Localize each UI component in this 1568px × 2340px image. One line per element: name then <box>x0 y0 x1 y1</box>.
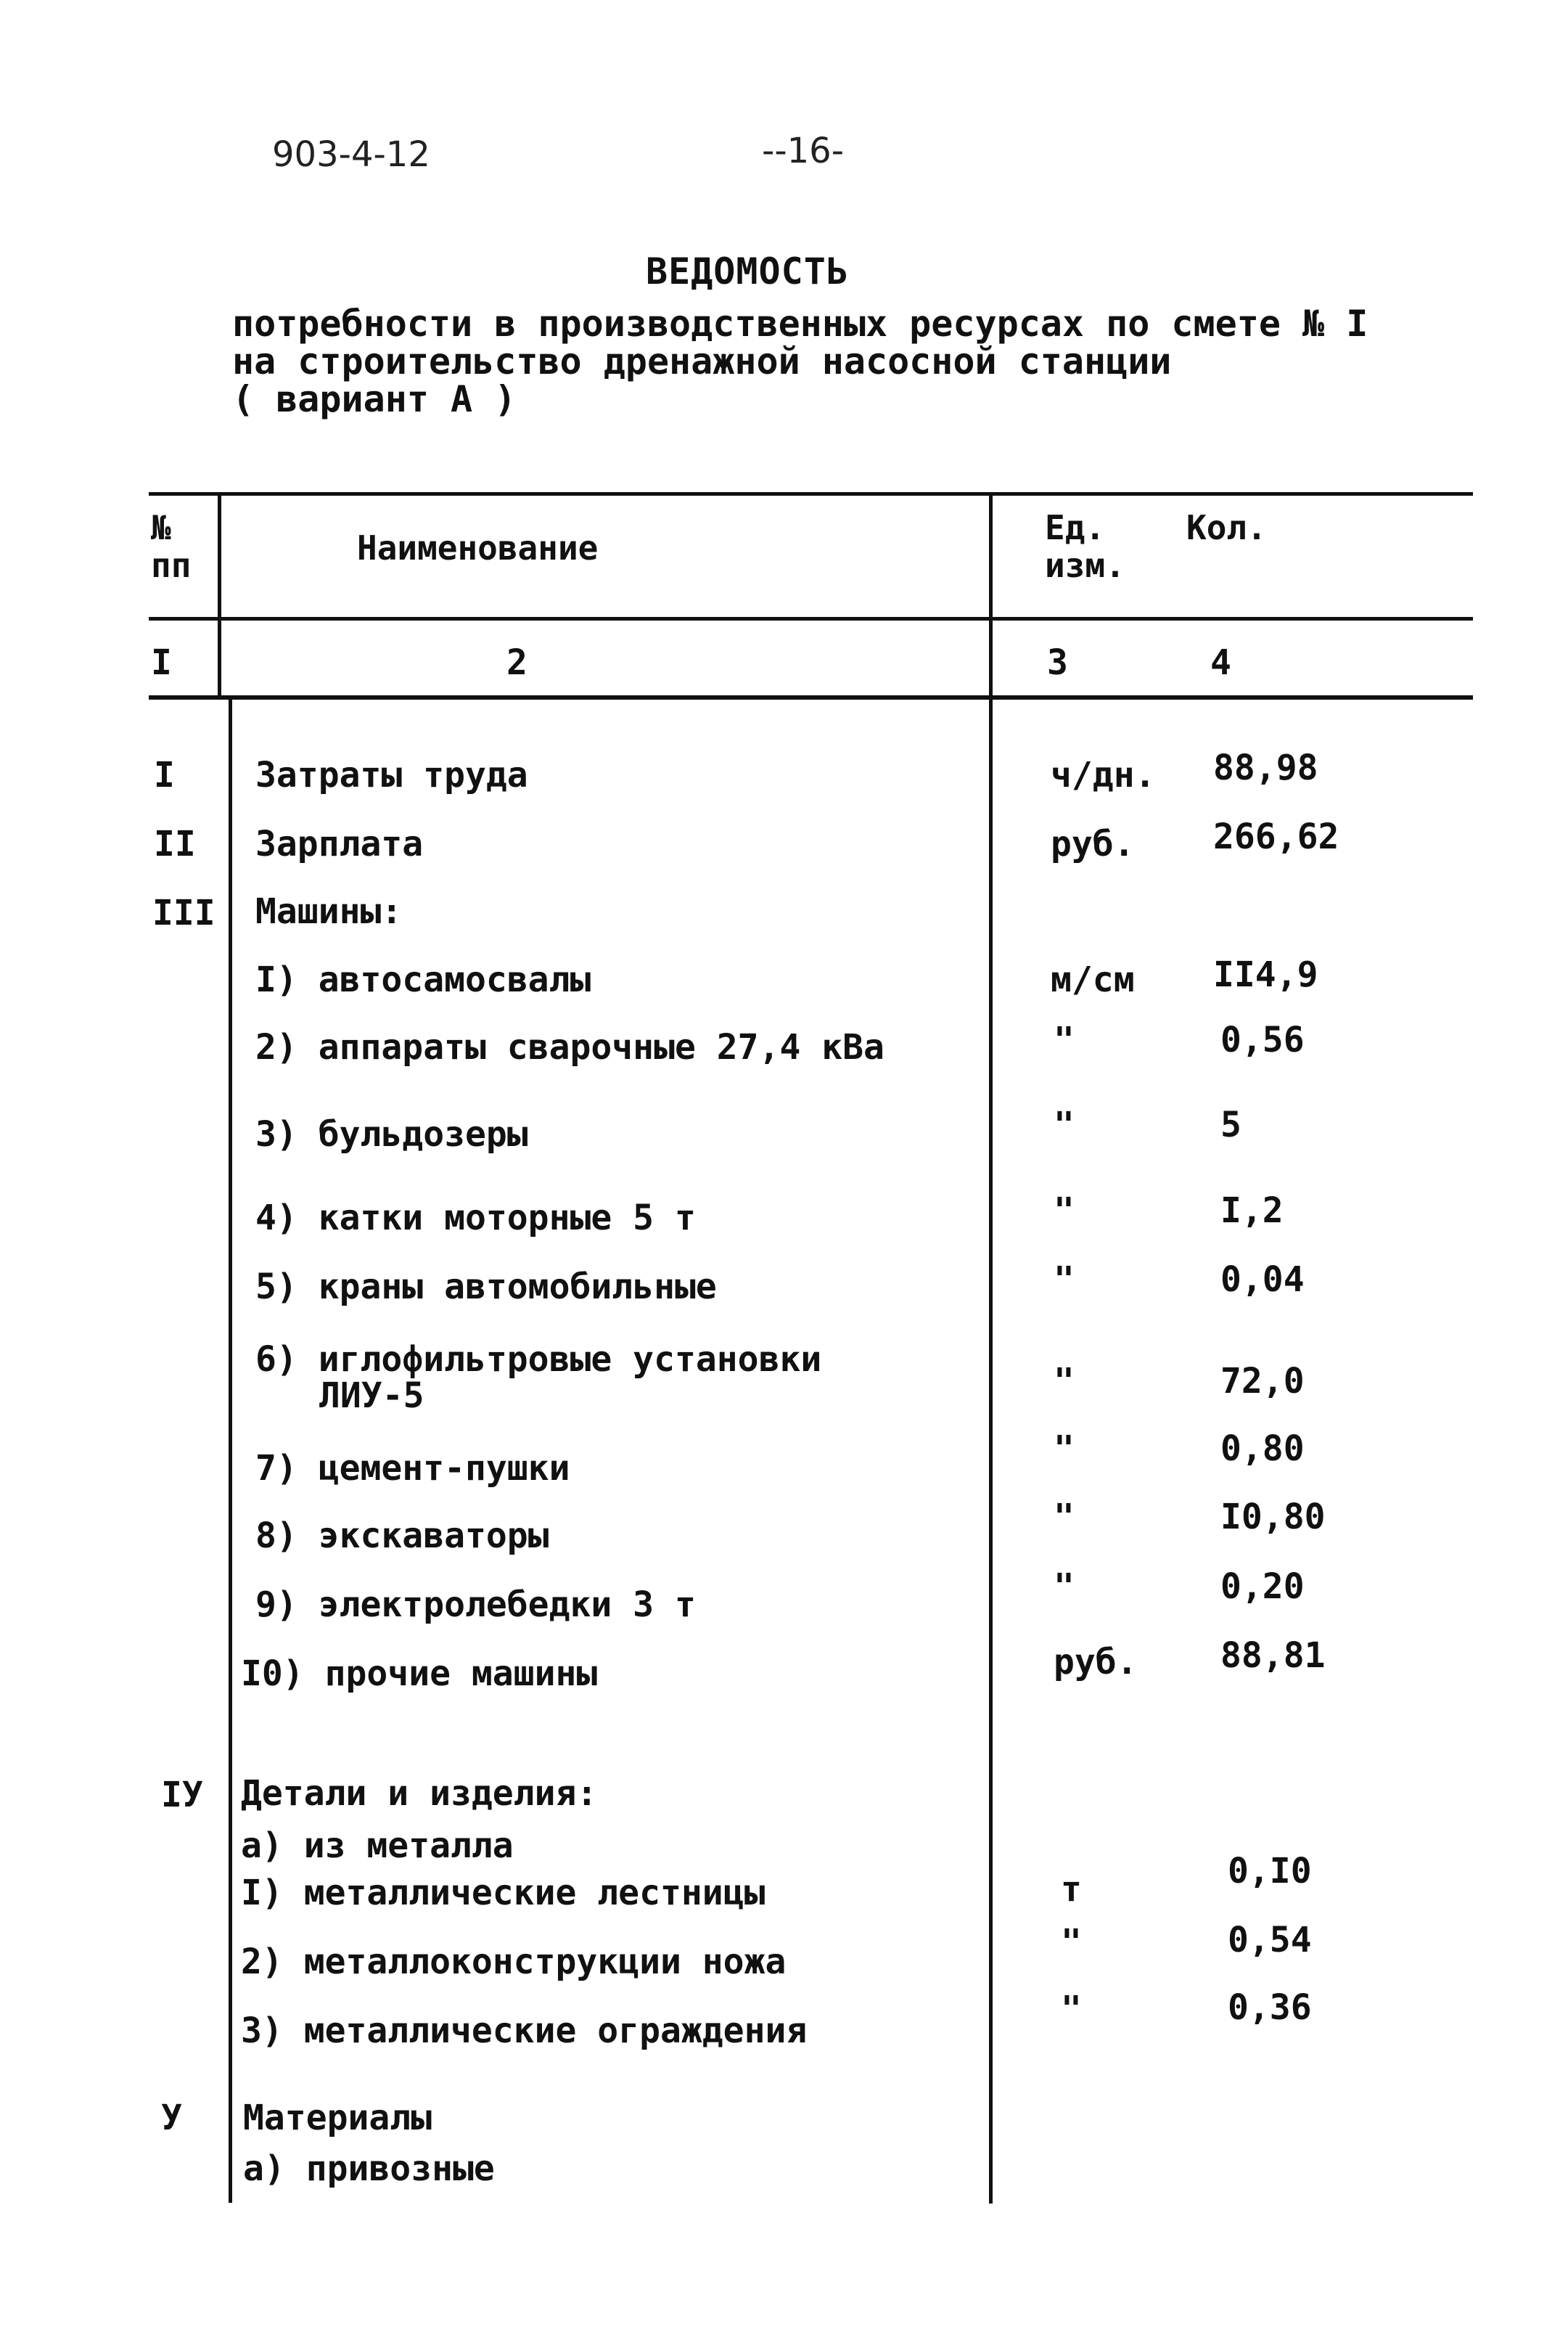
row-name: 5) краны автомобильные <box>255 1267 717 1307</box>
row-num: III <box>152 893 216 933</box>
row-name-continuation: ЛИУ-5 <box>319 1375 424 1416</box>
header-qty: Кол. <box>1186 508 1267 547</box>
column-number-3: 3 <box>1047 642 1068 683</box>
row-name: I0) прочие машины <box>241 1653 598 1694</box>
row-unit: ч/дн. <box>1051 755 1156 795</box>
row-name: Материалы <box>243 2098 432 2138</box>
row-qty: 88,81 <box>1220 1635 1326 1676</box>
row-name: I) металлические лестницы <box>241 1873 765 1913</box>
row-name: 3) металлические ограждения <box>241 2010 808 2051</box>
row-qty: I0,80 <box>1220 1497 1326 1537</box>
row-qty: 0,54 <box>1228 1920 1312 1960</box>
subtitle-line-1: потребности в производственных ресурсах по смете № I <box>232 303 1368 345</box>
row-name: 7) цемент-пушки <box>255 1448 570 1489</box>
row-name: а) привозные <box>243 2148 495 2189</box>
row-qty: II4,9 <box>1213 954 1318 995</box>
row-num: У <box>161 2098 182 2138</box>
row-qty: 0,04 <box>1220 1259 1305 1300</box>
column-divider-1-body <box>229 697 232 2203</box>
header-unit-line1: Ед. <box>1045 508 1106 547</box>
row-name: Машины: <box>255 891 403 932</box>
column-number-4: 4 <box>1210 642 1231 683</box>
row-name: 4) катки моторные 5 т <box>255 1198 696 1238</box>
row-name: Детали и изделия: <box>241 1773 598 1814</box>
document-code: 903-4-12 <box>272 134 430 175</box>
row-name: 2) аппараты сварочные 27,4 кВа <box>255 1027 884 1068</box>
row-qty: 0,36 <box>1228 1987 1312 2028</box>
row-unit: " <box>1054 1190 1075 1231</box>
header-num-line1: № <box>151 508 171 547</box>
row-qty: 88,98 <box>1213 748 1318 788</box>
row-name: а) из металла <box>241 1825 514 1866</box>
header-name: Наименование <box>357 528 599 568</box>
subtitle-line-3: ( вариант А ) <box>232 378 517 420</box>
row-unit: " <box>1054 1259 1075 1300</box>
row-name: Затраты труда <box>255 755 528 795</box>
row-num: II <box>154 824 196 864</box>
row-qty: 0,20 <box>1220 1566 1305 1607</box>
row-unit: м/см <box>1051 960 1135 1000</box>
row-name: 8) экскаваторы <box>255 1515 549 1556</box>
row-unit: руб. <box>1054 1642 1138 1682</box>
row-unit: " <box>1054 1020 1075 1060</box>
row-qty: 5 <box>1220 1105 1241 1145</box>
row-unit: " <box>1054 1428 1075 1469</box>
column-number-1: I <box>151 642 172 683</box>
page-number: --16- <box>762 131 845 171</box>
row-name: 2) металлоконструкции ножа <box>241 1942 787 1982</box>
row-qty: 72,0 <box>1220 1361 1305 1402</box>
column-number-2: 2 <box>506 642 528 683</box>
row-qty: I,2 <box>1220 1190 1284 1231</box>
row-qty: 0,I0 <box>1228 1851 1312 1891</box>
header-num-line2: пп <box>151 546 192 585</box>
subtitle-line-2: на строительство дренажной насосной станции <box>232 340 1172 382</box>
row-name: Зарплата <box>255 824 424 864</box>
document-title: ВЕДОМОСТЬ <box>646 250 849 292</box>
row-name: 6) иглофильтровые установки <box>255 1339 822 1380</box>
row-unit: " <box>1061 1989 1082 2029</box>
row-unit: " <box>1054 1361 1075 1402</box>
header-unit-line2: изм. <box>1045 546 1125 585</box>
row-name: 3) бульдозеры <box>255 1114 528 1155</box>
row-unit: " <box>1054 1566 1075 1607</box>
row-unit: " <box>1061 1922 1082 1963</box>
row-num: IУ <box>161 1775 203 1815</box>
row-name: I) автосамосвалы <box>255 960 591 1000</box>
row-unit: руб. <box>1051 824 1135 864</box>
row-unit: " <box>1054 1497 1075 1537</box>
row-unit: т <box>1061 1869 1082 1910</box>
column-divider-1 <box>218 492 221 697</box>
column-divider-2 <box>989 492 993 2204</box>
row-qty: 0,80 <box>1220 1428 1305 1469</box>
row-qty: 266,62 <box>1213 817 1339 857</box>
table-header-rule <box>149 617 1473 621</box>
table-colnum-rule <box>149 695 1473 700</box>
row-name: 9) электролебедки 3 т <box>255 1584 696 1625</box>
row-num: I <box>154 755 175 795</box>
row-unit: " <box>1054 1105 1075 1145</box>
row-qty: 0,56 <box>1220 1020 1305 1060</box>
table-top-rule <box>149 492 1473 496</box>
